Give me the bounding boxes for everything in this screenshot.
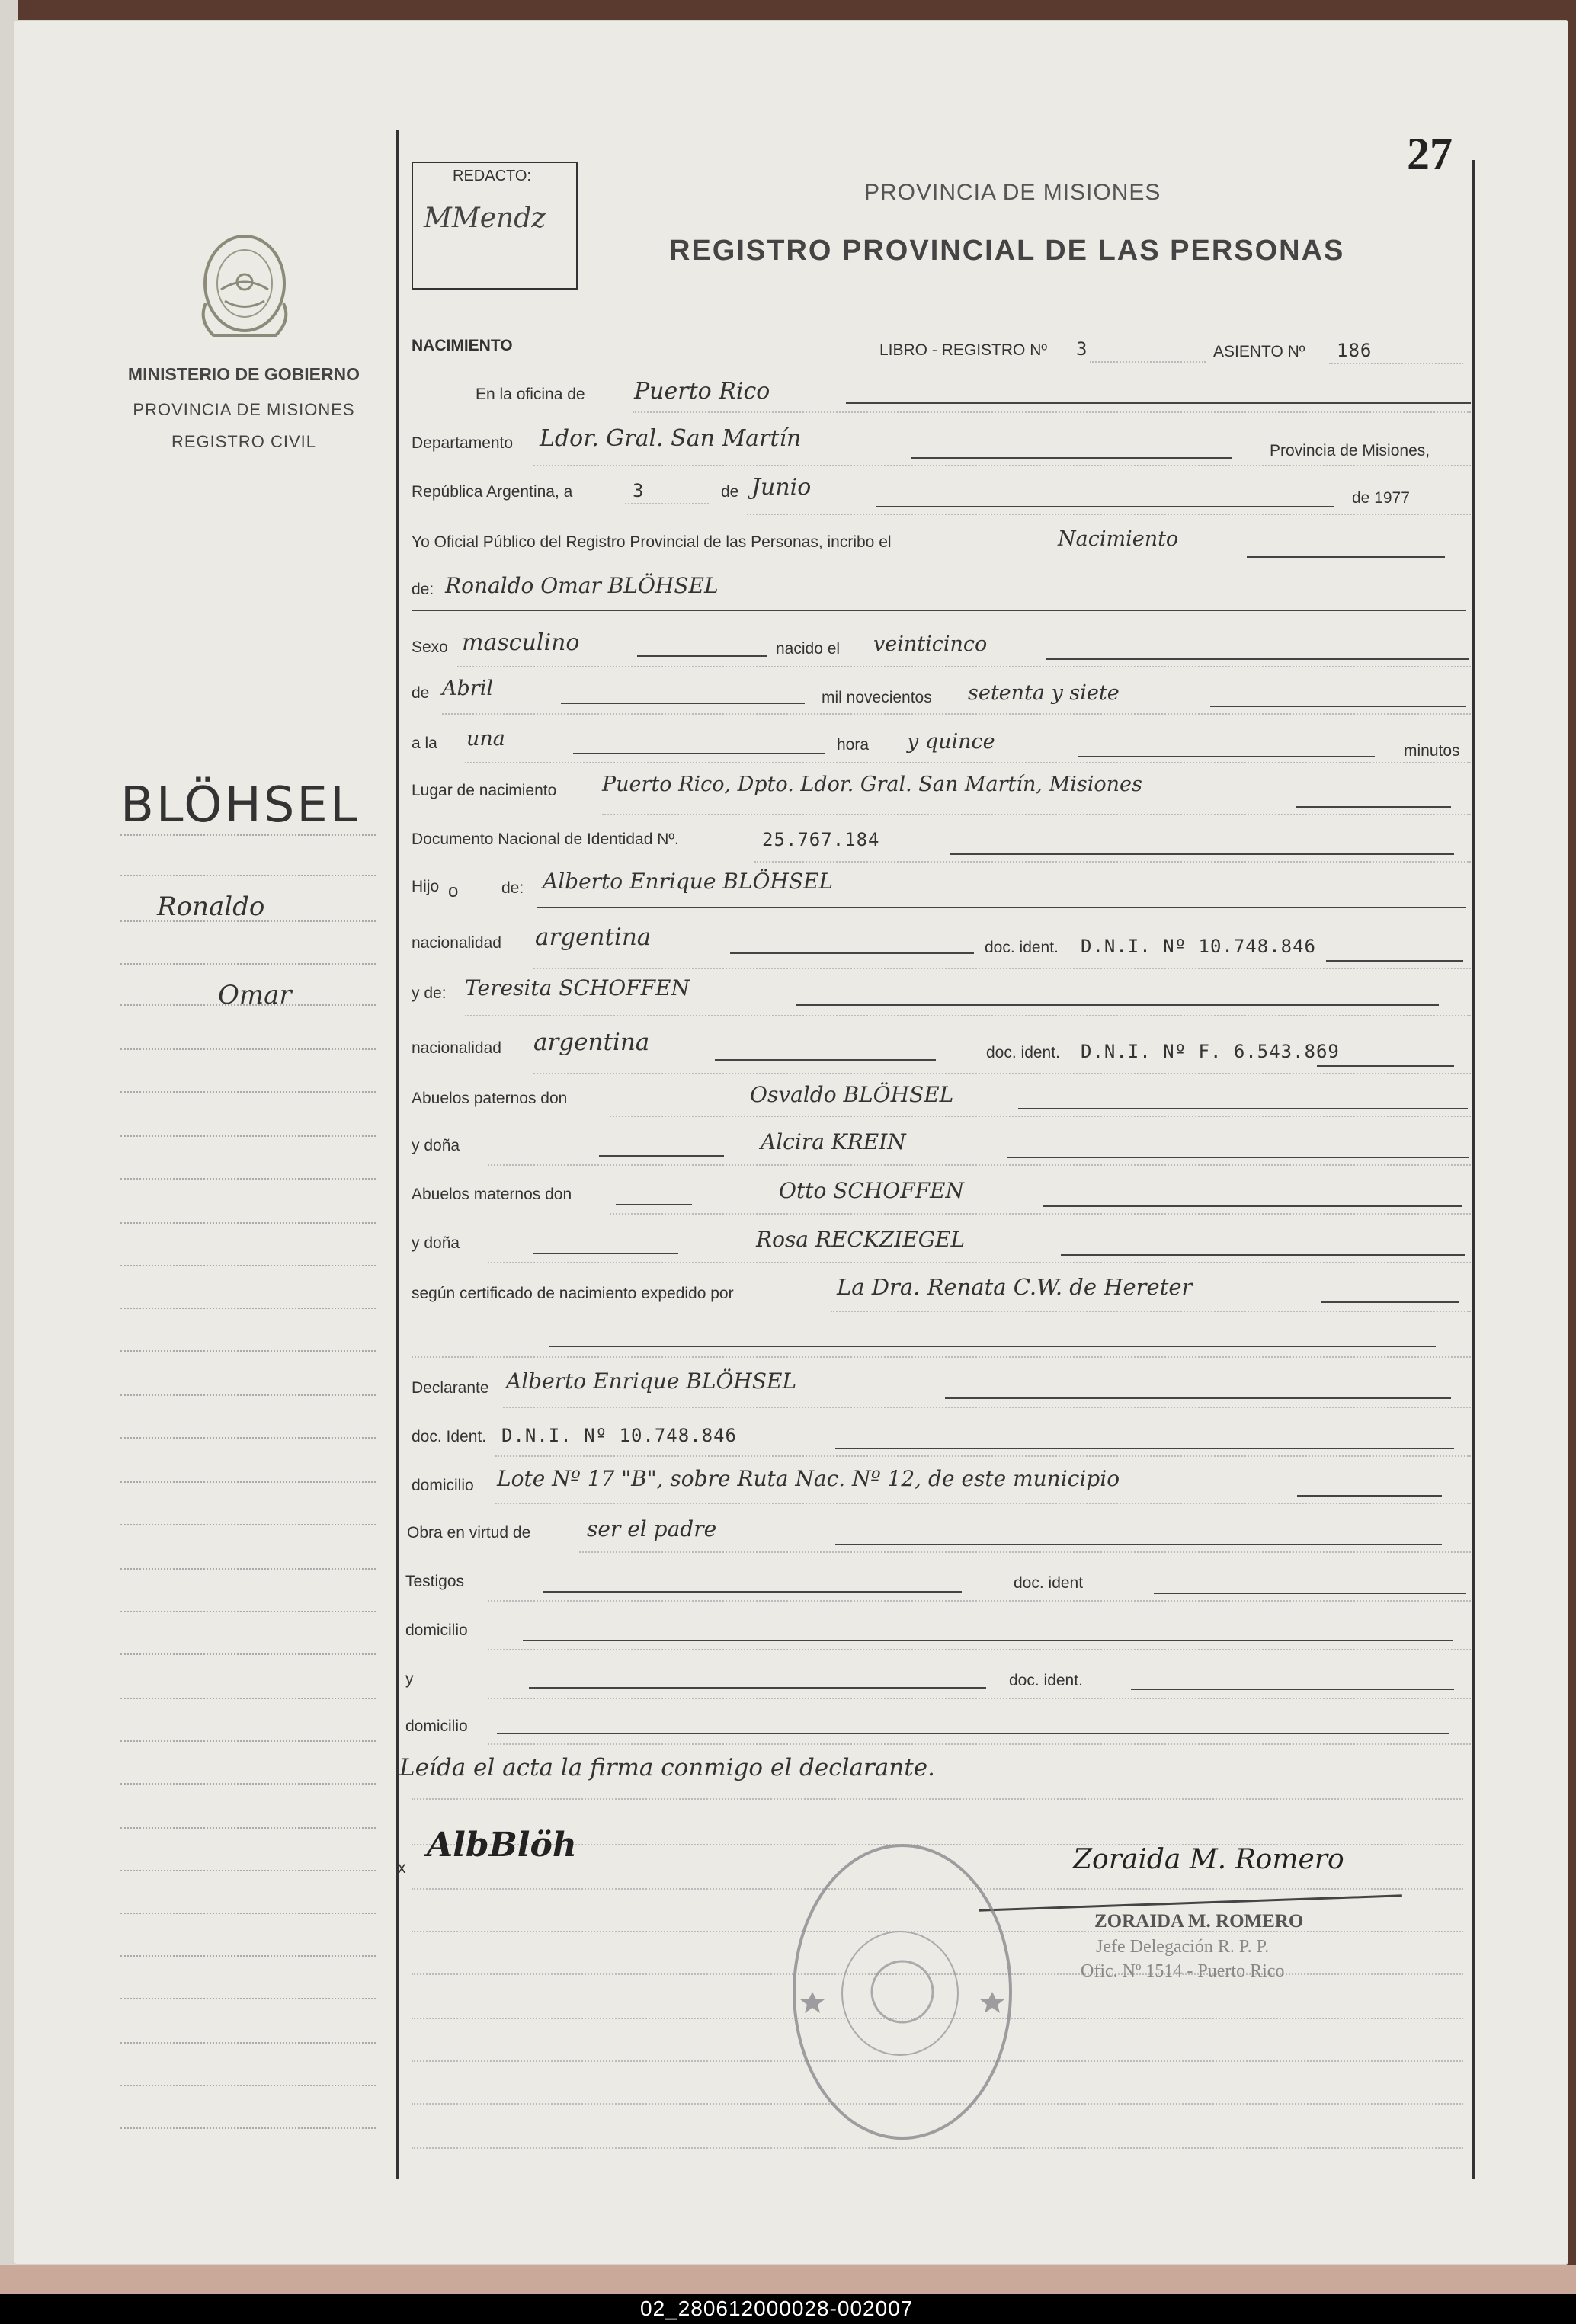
- person-line: [412, 610, 1466, 611]
- nacionalidad-padre-label: nacionalidad: [412, 934, 501, 952]
- abuelos-maternos-label: Abuelos maternos don: [412, 1186, 572, 1203]
- doc-madre-label: doc. ident.: [986, 1044, 1060, 1061]
- padre-line: [537, 907, 1466, 908]
- margin-line: [120, 1135, 376, 1137]
- date-dotted: [747, 514, 1471, 515]
- oficial-text: Yo Oficial Público del Registro Provincial de las Personas, incribo el: [412, 533, 892, 551]
- signature-area-line: [412, 2147, 1463, 2149]
- nacido-label: nacido el: [776, 640, 841, 658]
- margin-line: [120, 1740, 376, 1742]
- hora-dotted: [465, 762, 1471, 763]
- seal-star-icon: [796, 1847, 1009, 2137]
- obra-line: [835, 1544, 1442, 1545]
- mil-label: mil novecientos: [822, 689, 932, 706]
- signature-area-line: [412, 1798, 1463, 1800]
- margin-line: [120, 1653, 376, 1655]
- testigo-doc-line: [1154, 1593, 1466, 1594]
- doc-madre-value: D.N.I. Nº F. 6.543.869: [1081, 1041, 1340, 1062]
- birth-month-dotted: [442, 713, 1471, 715]
- declarante-line: [945, 1397, 1451, 1399]
- margin-line: [120, 963, 376, 965]
- registry-title: REGISTRO PROVINCIAL DE LAS PERSONAS: [669, 235, 1345, 267]
- margin-line: [120, 1091, 376, 1093]
- margin-line: [120, 1998, 376, 1999]
- margin-line: [120, 1265, 376, 1266]
- certificado-dotted: [831, 1311, 1471, 1312]
- madre-line: [796, 1004, 1439, 1006]
- margin-line: [120, 1955, 376, 1957]
- minutos-label: minutos: [1404, 742, 1460, 760]
- margin-line: [120, 1350, 376, 1352]
- redacto-box: [412, 162, 578, 290]
- x-mark: x: [398, 1859, 406, 1877]
- acto-line: [1247, 556, 1445, 558]
- stamp-name: ZORAIDA M. ROMERO: [1094, 1911, 1304, 1932]
- day-line: [625, 503, 709, 504]
- oficina-label: En la oficina de: [476, 386, 585, 403]
- margin-line: [120, 1222, 376, 1224]
- testigos-label: Testigos: [405, 1573, 465, 1590]
- month-de-label: de: [721, 483, 739, 501]
- hijo-suffix: o: [448, 881, 459, 901]
- sexo-value: masculino: [462, 629, 580, 656]
- domicilio-label: domicilio: [412, 1477, 474, 1494]
- abuelo-paterno-value: Osvaldo BLÖHSEL: [750, 1082, 954, 1107]
- abuela-paterna-dotted: [488, 1164, 1471, 1166]
- province-title: PROVINCIA DE MISIONES: [864, 180, 1161, 205]
- asiento-label: ASIENTO Nº: [1213, 343, 1305, 360]
- hora-value: una: [466, 727, 505, 751]
- declarant-signature: AlbBlöh: [427, 1826, 577, 1865]
- official-signature: Zoraida M. Romero: [1073, 1844, 1344, 1875]
- filename-bar: [0, 2294, 1576, 2324]
- domicilio-line: [1297, 1495, 1442, 1497]
- page-number: 27: [1407, 129, 1453, 179]
- nacionalidad-madre-dotted: [533, 1073, 1471, 1074]
- libro-label: LIBRO - REGISTRO Nº: [879, 341, 1048, 359]
- doc-padre-line: [1326, 960, 1463, 962]
- acto-value: Nacimiento: [1058, 527, 1179, 551]
- republica-label: República Argentina, a: [412, 483, 573, 501]
- dni-dotted: [754, 861, 1471, 863]
- official-round-seal: [793, 1844, 1012, 2140]
- margin-line: [120, 2042, 376, 2044]
- margin-line: [120, 1870, 376, 1871]
- declarante-dotted: [503, 1407, 1471, 1408]
- certificado-line: [1321, 1301, 1459, 1303]
- departamento-dotted: [533, 465, 1471, 466]
- margin-line: [120, 1913, 376, 1914]
- birth-year-line: [1210, 706, 1466, 707]
- asiento-value: 186: [1337, 340, 1373, 361]
- abuelos-paternos-label: Abuelos paternos don: [412, 1090, 568, 1107]
- person-value: Ronaldo Omar BLÖHSEL: [445, 573, 719, 598]
- hora-label: hora: [837, 736, 870, 754]
- obra-label: Obra en virtud de: [407, 1524, 531, 1541]
- misiones-crest-icon: [191, 229, 299, 343]
- margin-line: [120, 875, 376, 876]
- madre-value: Teresita SCHOFFEN: [465, 975, 690, 1000]
- domicilio-testigo-label: domicilio: [405, 1621, 468, 1639]
- padre-de-label: de:: [501, 879, 524, 897]
- margin-line: [120, 2127, 376, 2129]
- declarante-doc-dotted: [495, 1455, 1471, 1457]
- y-testigo-label: y: [405, 1670, 414, 1688]
- lugar-line: [1296, 806, 1451, 808]
- libro-value: 3: [1076, 338, 1088, 360]
- asiento-line: [1329, 363, 1463, 364]
- nacido-line: [1046, 658, 1469, 660]
- dona-materna-label: y doña: [412, 1234, 460, 1252]
- libro-line: [1090, 361, 1206, 363]
- nacido-value: veinticinco: [873, 632, 988, 656]
- madre-label: y de:: [412, 984, 447, 1002]
- domicilio-dotted: [495, 1503, 1471, 1504]
- margin-line: [120, 1437, 376, 1439]
- nacionalidad-padre-line: [730, 952, 974, 954]
- testigo2-doc-label: doc. ident.: [1009, 1672, 1083, 1689]
- filename-label: 02_280612000028-002007: [640, 2297, 914, 2320]
- year-label: de 1977: [1352, 489, 1410, 507]
- provincia-suffix: Provincia de Misiones,: [1270, 442, 1430, 459]
- redacto-signature: MMendz: [424, 203, 546, 234]
- margin-divider-right: [1472, 160, 1475, 2179]
- redacto-label: REDACTO:: [453, 168, 531, 184]
- lugar-label: Lugar de nacimiento: [412, 782, 557, 799]
- abuelo-paterno-dotted: [610, 1116, 1471, 1117]
- oficina-value: Puerto Rico: [634, 378, 770, 405]
- province-heading: PROVINCIA DE MISIONES: [133, 400, 355, 419]
- abuelo-paterno-line: [1018, 1108, 1468, 1109]
- certificado-continuation-dotted: [412, 1356, 1471, 1358]
- abuela-paterna-line: [1007, 1157, 1469, 1158]
- certificado-label: según certificado de nacimiento expedido por: [412, 1285, 734, 1302]
- departamento-label: Departamento: [412, 434, 514, 452]
- domicilio-testigo-line: [523, 1640, 1453, 1641]
- nacionalidad-padre-dotted: [533, 968, 1471, 969]
- dona-materna-pre-line: [533, 1253, 678, 1254]
- domicilio-value: Lote Nº 17 "B", sobre Ruta Nac. Nº 12, de este municipio: [497, 1466, 1120, 1491]
- abuelo-materno-value: Otto SCHOFFEN: [779, 1178, 964, 1203]
- dni-value: 25.767.184: [762, 829, 880, 850]
- departamento-line: [911, 457, 1232, 459]
- birth-month-line: [561, 703, 805, 704]
- declarante-doc-line: [835, 1448, 1454, 1449]
- margin-line: [120, 1524, 376, 1525]
- abuela-materna-value: Rosa RECKZIEGEL: [756, 1227, 966, 1252]
- domicilio-testigo-dotted: [488, 1649, 1471, 1650]
- margin-line: [120, 1394, 376, 1396]
- month-value: Junio: [751, 474, 812, 501]
- testigo2-doc-line: [1131, 1689, 1454, 1690]
- sexo-line: [637, 655, 767, 657]
- margin-first-name: Ronaldo: [157, 892, 265, 922]
- declarante-doc-value: D.N.I. Nº 10.748.846: [501, 1425, 737, 1446]
- a-la-label: a la: [412, 735, 437, 752]
- civil-registry-heading: REGISTRO CIVIL: [171, 432, 317, 451]
- birth-month-value: Abril: [442, 677, 493, 700]
- lugar-value: Puerto Rico, Dpto. Ldor. Gral. San Martín, Misiones: [602, 773, 1142, 796]
- record-type-label: NACIMIENTO: [412, 337, 513, 354]
- dona-paterna-label: y doña: [412, 1137, 460, 1154]
- testigo-doc-label: doc. ident: [1014, 1574, 1084, 1592]
- obra-dotted: [579, 1551, 1471, 1553]
- certificado-value: La Dra. Renata C.W. de Hereter: [837, 1274, 1193, 1300]
- margin-line: [120, 1698, 376, 1699]
- birth-month-de-label: de: [412, 684, 430, 702]
- oficina-dotted: [633, 411, 1471, 413]
- oficina-line: [846, 402, 1471, 404]
- margin-line: [120, 1048, 376, 1050]
- lugar-dotted: [602, 814, 1471, 815]
- margin-line: [120, 1178, 376, 1180]
- declarante-doc-label: doc. Ident.: [412, 1428, 487, 1445]
- doc-padre-value: D.N.I. Nº 10.748.846: [1081, 936, 1316, 957]
- margin-surname: BLÖHSEL: [120, 777, 360, 834]
- departamento-value: Ldor. Gral. San Martín: [540, 425, 802, 452]
- margin-line: [120, 1481, 376, 1483]
- padre-value: Alberto Enrique BLÖHSEL: [543, 869, 834, 894]
- day-value: 3: [633, 480, 645, 501]
- certificado-continuation-line: [549, 1346, 1436, 1347]
- birth-year-value: setenta y siete: [968, 681, 1120, 705]
- nacionalidad-madre-line: [715, 1059, 936, 1061]
- y-testigo-dotted: [488, 1698, 1471, 1699]
- minutos-value: y quince: [907, 730, 995, 754]
- nacionalidad-madre-value: argentina: [533, 1029, 650, 1056]
- testigos-line: [543, 1591, 962, 1593]
- margin-line: [120, 1827, 376, 1829]
- doc-padre-label: doc. ident.: [985, 939, 1059, 956]
- margin-line: [120, 1308, 376, 1309]
- abuela-materna-line: [1061, 1254, 1465, 1256]
- ministry-heading: MINISTERIO DE GOBIERNO: [127, 364, 360, 384]
- domicilio-testigo2-dotted: [488, 1743, 1471, 1745]
- sexo-label: Sexo: [412, 639, 448, 656]
- nacionalidad-padre-value: argentina: [535, 924, 652, 951]
- declarante-value: Alberto Enrique BLÖHSEL: [506, 1368, 797, 1394]
- dni-line: [950, 853, 1454, 855]
- abuela-materna-dotted: [488, 1262, 1471, 1263]
- month-line: [876, 506, 1334, 507]
- declarante-label: Declarante: [412, 1379, 489, 1397]
- margin-second-name: Omar: [218, 980, 292, 1010]
- doc-madre-line: [1317, 1065, 1454, 1067]
- testigos-dotted: [488, 1600, 1471, 1602]
- stamp-title: Jefe Delegación R. P. P.: [1096, 1937, 1270, 1957]
- closing-text: Leída el acta la firma conmigo el declarante.: [399, 1754, 935, 1781]
- abuelos-maternos-pre-line: [616, 1204, 692, 1205]
- hijo-label: Hijo: [412, 878, 440, 895]
- margin-line: [120, 834, 376, 836]
- dona-paterna-pre-line: [599, 1155, 724, 1157]
- abuelo-materno-dotted: [610, 1213, 1471, 1215]
- y-testigo-line: [529, 1687, 986, 1689]
- stamp-office: Ofic. Nº 1514 - Puerto Rico: [1081, 1961, 1285, 1981]
- margin-line: [120, 1568, 376, 1570]
- sexo-dotted: [457, 666, 1471, 667]
- madre-dotted: [465, 1015, 1471, 1016]
- nacionalidad-madre-label: nacionalidad: [412, 1039, 501, 1057]
- abuela-paterna-value: Alcira KREIN: [761, 1129, 906, 1154]
- person-de-label: de:: [412, 581, 434, 598]
- abuelo-materno-line: [1043, 1205, 1462, 1207]
- domicilio-testigo2-line: [497, 1733, 1449, 1734]
- page-edge: [0, 2265, 1576, 2295]
- dni-label: Documento Nacional de Identidad Nº.: [412, 831, 679, 848]
- margin-line: [120, 1783, 376, 1785]
- domicilio-testigo2-label: domicilio: [405, 1717, 468, 1735]
- obra-value: ser el padre: [587, 1516, 717, 1541]
- margin-line: [120, 2085, 376, 2086]
- hora-line: [573, 753, 825, 754]
- margin-line: [120, 1611, 376, 1612]
- minutos-line: [1078, 756, 1375, 757]
